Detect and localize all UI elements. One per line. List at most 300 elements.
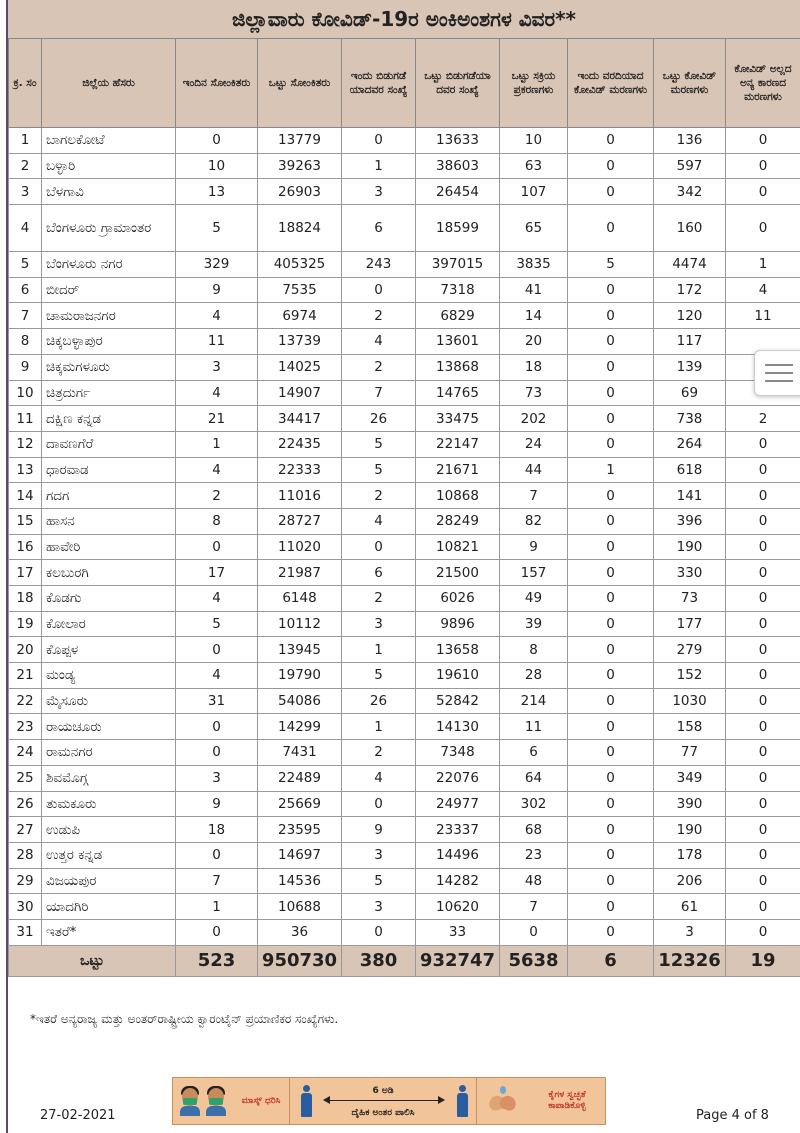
data-cell: 177: [654, 611, 726, 637]
data-cell: 6148: [258, 586, 342, 612]
data-cell: 0: [176, 919, 258, 945]
data-cell: 9: [176, 791, 258, 817]
column-header: ಇಂದಿನ ಸೋಂಕಿತರು: [176, 39, 258, 128]
district-name: ಬೆಂಗಳೂರು ಗ್ರಾಮಾಂತರ: [42, 205, 176, 252]
data-cell: 64: [500, 765, 568, 791]
data-cell: 14: [500, 303, 568, 329]
table-row: [9, 791, 800, 817]
data-cell: 2: [176, 483, 258, 509]
data-cell: 38603: [416, 153, 500, 179]
data-cell: 7: [500, 483, 568, 509]
data-cell: 14025: [258, 354, 342, 380]
data-cell: 3: [342, 894, 416, 920]
data-cell: 0: [726, 894, 800, 920]
data-cell: 0: [568, 179, 654, 205]
district-name: ತುಮಕೂರು: [42, 791, 176, 817]
table-row: [9, 894, 800, 920]
table-row: [9, 431, 800, 457]
district-name: ಕೊಪ್ಪಳ: [42, 637, 176, 663]
table-row: [9, 714, 800, 740]
safety-banner: [172, 1077, 606, 1125]
data-cell: 23337: [416, 817, 500, 843]
row-number: 1: [9, 128, 42, 154]
data-cell: 0: [726, 868, 800, 894]
data-cell: 73: [654, 586, 726, 612]
data-cell: 23: [500, 842, 568, 868]
district-name: ಚಿಕ್ಕಬಳ್ಳಾಪುರ: [42, 329, 176, 355]
row-number: 20: [9, 637, 42, 663]
total-cell: 932747: [416, 945, 500, 976]
distance-top-text: 6 ಅಡಿ: [372, 1086, 394, 1096]
data-cell: 0: [726, 457, 800, 483]
row-number: 3: [9, 179, 42, 205]
data-cell: 4: [176, 663, 258, 689]
data-cell: 28: [500, 663, 568, 689]
data-cell: 10112: [258, 611, 342, 637]
data-cell: 1: [176, 431, 258, 457]
data-cell: 0: [176, 740, 258, 766]
data-cell: 73: [500, 380, 568, 406]
data-cell: 6: [342, 205, 416, 252]
data-cell: 28727: [258, 508, 342, 534]
row-number: 19: [9, 611, 42, 637]
total-cell: 950730: [258, 945, 342, 976]
data-cell: 0: [568, 919, 654, 945]
data-cell: 21500: [416, 560, 500, 586]
mask-text: ಮಾಸ್ಕ್ ಧರಿಸಿ: [241, 1095, 281, 1106]
table-row: [9, 740, 800, 766]
table-row: [9, 329, 800, 355]
data-cell: 136: [654, 128, 726, 154]
data-cell: 82: [500, 508, 568, 534]
data-cell: 390: [654, 791, 726, 817]
data-cell: 33: [416, 919, 500, 945]
data-cell: 0: [342, 919, 416, 945]
row-number: 27: [9, 817, 42, 843]
data-cell: 202: [500, 406, 568, 432]
row-number: 2: [9, 153, 42, 179]
district-name: ಶಿವಮೊಗ್ಗ: [42, 765, 176, 791]
data-cell: 0: [726, 842, 800, 868]
table-row: [9, 508, 800, 534]
data-cell: 405325: [258, 252, 342, 278]
row-number: 18: [9, 586, 42, 612]
data-cell: 178: [654, 842, 726, 868]
row-number: 28: [9, 842, 42, 868]
data-cell: 0: [726, 179, 800, 205]
data-cell: 0: [726, 483, 800, 509]
data-cell: 6: [500, 740, 568, 766]
data-cell: 4: [176, 380, 258, 406]
data-cell: 0: [726, 586, 800, 612]
data-cell: 139: [654, 354, 726, 380]
district-name: ಚಿಕ್ಕಮಗಳೂರು: [42, 354, 176, 380]
data-cell: 1030: [654, 688, 726, 714]
data-cell: 26: [342, 406, 416, 432]
table-row: [9, 128, 800, 154]
row-number: 12: [9, 431, 42, 457]
data-cell: 9: [176, 277, 258, 303]
data-cell: 9: [500, 534, 568, 560]
row-number: 23: [9, 714, 42, 740]
data-cell: 22435: [258, 431, 342, 457]
data-cell: 5: [342, 457, 416, 483]
data-cell: 13633: [416, 128, 500, 154]
data-cell: 0: [726, 534, 800, 560]
data-cell: 7: [176, 868, 258, 894]
district-name: ಗದಗ: [42, 483, 176, 509]
data-cell: 8: [176, 508, 258, 534]
table-row: [9, 380, 800, 406]
data-cell: 120: [654, 303, 726, 329]
data-cell: 0: [568, 611, 654, 637]
district-name: ಯಾದಗಿರಿ: [42, 894, 176, 920]
data-cell: 0: [568, 894, 654, 920]
data-cell: 0: [342, 128, 416, 154]
data-cell: 63: [500, 153, 568, 179]
data-cell: 49: [500, 586, 568, 612]
row-number: 11: [9, 406, 42, 432]
data-cell: 0: [568, 560, 654, 586]
data-cell: 157: [500, 560, 568, 586]
district-name: ದಾವಣಗೆರೆ: [42, 431, 176, 457]
data-cell: 2: [342, 740, 416, 766]
data-cell: 396: [654, 508, 726, 534]
data-cell: 342: [654, 179, 726, 205]
data-cell: 0: [176, 128, 258, 154]
data-cell: 14536: [258, 868, 342, 894]
data-cell: 107: [500, 179, 568, 205]
row-number: 24: [9, 740, 42, 766]
table-row: [9, 842, 800, 868]
handwash-icon: [477, 1078, 529, 1124]
data-cell: 10868: [416, 483, 500, 509]
row-number: 9: [9, 354, 42, 380]
data-cell: 11: [726, 303, 800, 329]
data-cell: 141: [654, 483, 726, 509]
table-row: [9, 483, 800, 509]
district-name: ರಾಯಚೂರು: [42, 714, 176, 740]
data-cell: 7535: [258, 277, 342, 303]
data-cell: 0: [568, 817, 654, 843]
data-cell: 9896: [416, 611, 500, 637]
data-cell: 10821: [416, 534, 500, 560]
data-cell: 10: [500, 128, 568, 154]
table-row: [9, 586, 800, 612]
data-cell: 11016: [258, 483, 342, 509]
table-header-row: [9, 39, 800, 128]
data-cell: 0: [176, 534, 258, 560]
data-cell: 11: [176, 329, 258, 355]
table-row: [9, 277, 800, 303]
data-cell: 160: [654, 205, 726, 252]
data-cell: 7: [500, 894, 568, 920]
total-cell: 12326: [654, 945, 726, 976]
footnote: *ಇತರೆ ಅನ್ಯರಾಜ್ಯ ಮತ್ತು ಅಂತರ್‌ರಾಷ್ಟ್ರೀಯ ಕ್ವಾರಂಟೈನ್ ಪ್ರಯಾಣಿಕರ ಸಂಖ್ಯೆಗಳು.: [30, 1012, 339, 1026]
data-cell: 3: [342, 842, 416, 868]
column-header: ಕ್ರ. ಸಂ: [9, 39, 42, 128]
data-cell: 18: [500, 354, 568, 380]
table-row: [9, 688, 800, 714]
table-row: [9, 868, 800, 894]
data-cell: 5: [568, 252, 654, 278]
data-cell: 21671: [416, 457, 500, 483]
data-cell: 214: [500, 688, 568, 714]
table-row: [9, 354, 800, 380]
data-cell: 13: [176, 179, 258, 205]
data-cell: 2: [342, 354, 416, 380]
data-cell: 18599: [416, 205, 500, 252]
row-number: 8: [9, 329, 42, 355]
total-cell: 19: [726, 945, 800, 976]
data-cell: 0: [568, 205, 654, 252]
row-number: 15: [9, 508, 42, 534]
data-cell: 5: [342, 868, 416, 894]
floating-scroll-handle[interactable]: [754, 350, 800, 396]
data-cell: 0: [568, 714, 654, 740]
data-cell: 24: [500, 431, 568, 457]
data-cell: 0: [726, 817, 800, 843]
data-cell: 3: [654, 919, 726, 945]
row-number: 4: [9, 205, 42, 252]
data-cell: 54086: [258, 688, 342, 714]
data-cell: 5: [342, 663, 416, 689]
data-cell: 397015: [416, 252, 500, 278]
data-cell: 19610: [416, 663, 500, 689]
data-cell: 0: [568, 791, 654, 817]
data-cell: 7348: [416, 740, 500, 766]
total-cell: 523: [176, 945, 258, 976]
data-cell: 0: [726, 560, 800, 586]
district-name: ಮೈಸೂರು: [42, 688, 176, 714]
data-cell: 0: [726, 765, 800, 791]
total-cell: 6: [568, 945, 654, 976]
district-name: ಹಾಸನ: [42, 508, 176, 534]
data-cell: 44: [500, 457, 568, 483]
data-cell: 330: [654, 560, 726, 586]
district-name: ಚಾಮರಾಜನಗರ: [42, 303, 176, 329]
data-cell: 5: [176, 205, 258, 252]
row-number: 26: [9, 791, 42, 817]
data-cell: 618: [654, 457, 726, 483]
data-cell: 5: [176, 611, 258, 637]
data-cell: 77: [654, 740, 726, 766]
data-cell: 0: [176, 842, 258, 868]
data-cell: 0: [568, 842, 654, 868]
data-cell: 9: [342, 817, 416, 843]
district-name: ಬಳ್ಳಾರಿ: [42, 153, 176, 179]
district-name: ಉತ್ತರ ಕನ್ನಡ: [42, 842, 176, 868]
table-row: [9, 919, 800, 945]
data-cell: 0: [726, 740, 800, 766]
data-cell: 14496: [416, 842, 500, 868]
data-cell: 2: [342, 483, 416, 509]
data-cell: 14299: [258, 714, 342, 740]
data-cell: 19790: [258, 663, 342, 689]
data-cell: 14697: [258, 842, 342, 868]
totals-label: ಒಟ್ಟು: [9, 945, 176, 976]
table-row: [9, 611, 800, 637]
data-cell: 11: [500, 714, 568, 740]
data-cell: 26: [342, 688, 416, 714]
column-header: ಕೋವಿಡ್ ಅಲ್ಲದ ಅನ್ಯ ಕಾರಣದ ಮರಣಗಳು: [726, 39, 800, 128]
data-cell: 4474: [654, 252, 726, 278]
data-cell: 0: [726, 919, 800, 945]
data-cell: 738: [654, 406, 726, 432]
district-name: ಹಾವೇರಿ: [42, 534, 176, 560]
data-cell: 597: [654, 153, 726, 179]
data-cell: 23595: [258, 817, 342, 843]
data-cell: 0: [568, 663, 654, 689]
column-header: ಒಟ್ಟು ಸೋಂಕಿತರು: [258, 39, 342, 128]
data-cell: 13779: [258, 128, 342, 154]
data-cell: 0: [726, 431, 800, 457]
data-cell: 36: [258, 919, 342, 945]
data-cell: 61: [654, 894, 726, 920]
data-cell: 6026: [416, 586, 500, 612]
data-cell: 3: [176, 765, 258, 791]
data-cell: 279: [654, 637, 726, 663]
totals-row: [9, 945, 800, 976]
data-cell: 152: [654, 663, 726, 689]
table-row: [9, 817, 800, 843]
distance-section: [289, 1078, 477, 1124]
data-cell: 1: [568, 457, 654, 483]
data-cell: 0: [342, 534, 416, 560]
data-cell: 0: [568, 688, 654, 714]
data-cell: 3: [342, 611, 416, 637]
data-cell: 13658: [416, 637, 500, 663]
data-cell: 34417: [258, 406, 342, 432]
distance-arrow-icon: [324, 1100, 444, 1101]
data-cell: 0: [726, 791, 800, 817]
data-cell: 6974: [258, 303, 342, 329]
data-cell: 0: [726, 205, 800, 252]
data-cell: 2: [342, 586, 416, 612]
column-header: ಒಟ್ಟು ಸಕ್ರಿಯ ಪ್ರಕರಣಗಳು: [500, 39, 568, 128]
data-cell: 1: [342, 637, 416, 663]
data-cell: 7318: [416, 277, 500, 303]
data-cell: 349: [654, 765, 726, 791]
data-cell: 0: [726, 637, 800, 663]
total-cell: 5638: [500, 945, 568, 976]
data-cell: 39263: [258, 153, 342, 179]
data-cell: 22489: [258, 765, 342, 791]
data-cell: 31: [176, 688, 258, 714]
data-cell: 14765: [416, 380, 500, 406]
data-cell: 264: [654, 431, 726, 457]
data-cell: 0: [568, 534, 654, 560]
data-cell: 11020: [258, 534, 342, 560]
data-cell: 17: [176, 560, 258, 586]
data-cell: 0: [176, 714, 258, 740]
data-cell: 3835: [500, 252, 568, 278]
data-cell: 7431: [258, 740, 342, 766]
table-row: [9, 457, 800, 483]
data-cell: 68: [500, 817, 568, 843]
data-cell: 2: [342, 303, 416, 329]
district-name: ಕಲಬುರಗಿ: [42, 560, 176, 586]
data-cell: 18: [176, 817, 258, 843]
data-cell: 0: [176, 637, 258, 663]
data-cell: 26454: [416, 179, 500, 205]
data-cell: 117: [654, 329, 726, 355]
data-cell: 4: [176, 303, 258, 329]
data-cell: 4: [342, 329, 416, 355]
data-cell: 0: [568, 380, 654, 406]
mask-faces-icon: [173, 1078, 233, 1124]
district-name: ಬೆಳಗಾವಿ: [42, 179, 176, 205]
data-cell: 8: [500, 637, 568, 663]
data-cell: 13601: [416, 329, 500, 355]
data-cell: 4: [342, 765, 416, 791]
data-cell: 329: [176, 252, 258, 278]
column-header: ಒಟ್ಟು ಬಿಡುಗಡೆಯಾ ದವರ ಸಂಖ್ಯೆ: [416, 39, 500, 128]
column-header: ಜಿಲ್ಲೆಯ ಹೆಸರು: [42, 39, 176, 128]
district-name: ರಾಮನಗರ: [42, 740, 176, 766]
data-cell: 10620: [416, 894, 500, 920]
data-cell: 172: [654, 277, 726, 303]
table-row: [9, 560, 800, 586]
district-name: ಬೀದರ್: [42, 277, 176, 303]
district-name: ಚಿತ್ರದುರ್ಗ: [42, 380, 176, 406]
total-cell: 380: [342, 945, 416, 976]
data-cell: 302: [500, 791, 568, 817]
data-cell: 22076: [416, 765, 500, 791]
data-cell: 48: [500, 868, 568, 894]
data-cell: 4: [342, 508, 416, 534]
data-cell: 22147: [416, 431, 500, 457]
row-number: 30: [9, 894, 42, 920]
data-cell: 10688: [258, 894, 342, 920]
data-cell: 206: [654, 868, 726, 894]
district-name: ಧಾರವಾಡ: [42, 457, 176, 483]
row-number: 21: [9, 663, 42, 689]
data-cell: 20: [500, 329, 568, 355]
report-date: 27-02-2021: [40, 1108, 116, 1123]
data-cell: 0: [726, 128, 800, 154]
table-row: [9, 153, 800, 179]
data-cell: 190: [654, 817, 726, 843]
data-cell: 0: [342, 277, 416, 303]
district-name: ಬೆಂಗಳೂರು ನಗರ: [42, 252, 176, 278]
data-cell: 14907: [258, 380, 342, 406]
distance-bottom-text: ದೈಹಿಕ ಅಂತರ ಪಾಲಿಸಿ: [351, 1108, 415, 1118]
data-cell: 18824: [258, 205, 342, 252]
data-cell: 0: [568, 765, 654, 791]
data-cell: 0: [568, 303, 654, 329]
data-cell: 0: [726, 611, 800, 637]
data-cell: 0: [568, 431, 654, 457]
district-name: ಉಡುಪಿ: [42, 817, 176, 843]
row-number: 14: [9, 483, 42, 509]
data-cell: 1: [342, 714, 416, 740]
data-cell: 4: [176, 457, 258, 483]
data-cell: 0: [568, 637, 654, 663]
data-cell: 24977: [416, 791, 500, 817]
district-name: ವಿಜಯಪುರ: [42, 868, 176, 894]
data-cell: 0: [342, 791, 416, 817]
district-name: ಕೊಡಗು: [42, 586, 176, 612]
data-cell: 21987: [258, 560, 342, 586]
data-cell: 69: [654, 380, 726, 406]
row-number: 29: [9, 868, 42, 894]
table-row: [9, 303, 800, 329]
data-cell: 0: [568, 329, 654, 355]
district-name: ಮಂಡ್ಯ: [42, 663, 176, 689]
data-cell: 0: [726, 153, 800, 179]
data-cell: 0: [726, 508, 800, 534]
